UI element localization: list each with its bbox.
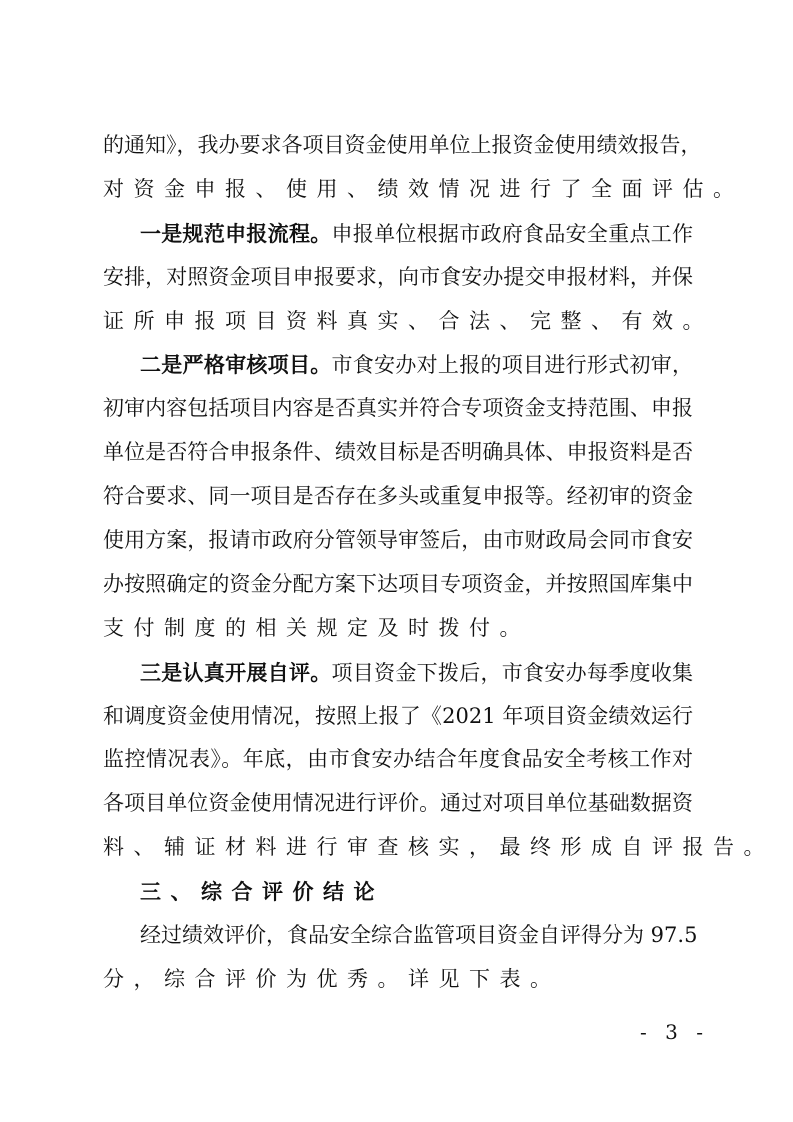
line-text: 市食安办对上报的项目进行形式初审， (331, 353, 694, 378)
text-line (103, 826, 774, 870)
line-text: 各项目单位资金使用情况进行评价。通过对项目单位基础数据资 (103, 791, 693, 816)
text-line (103, 431, 693, 475)
line-text: 符合要求、同一项目是否存在多头或重复申报等。经初审的资金 (103, 484, 693, 509)
line-text: 使用方案，报请市政府分管领导审签后，由市财政局会同市食安 (103, 528, 693, 553)
text-line (103, 256, 693, 300)
text-line (103, 914, 698, 958)
line-text: 单位是否符合申报条件、绩效目标是否明确具体、申报资料是否 (103, 440, 693, 465)
line-text: 对资金申报、使用、绩效情况进行了全面评估。 (103, 176, 744, 201)
document-body (103, 124, 774, 1002)
bold-lead-phrase: 三是认真开展自评。 (140, 659, 332, 685)
line-text: 监控情况表》。年底，由市食安办结合年度食品安全考核工作对 (103, 747, 693, 772)
line-text: 的通知》，我办要求各项目资金使用单位上报资金使用绩效报告， (103, 133, 702, 157)
bold-lead-phrase: 一是规范申报流程。 (140, 220, 332, 246)
line-text: 证所申报项目资料真实、合法、完整、有效。 (103, 308, 713, 333)
text-line (103, 343, 693, 387)
text-line (103, 695, 693, 739)
section-heading (103, 870, 693, 914)
line-text: 申报单位根据市政府食品安全重点工作 (331, 221, 694, 246)
text-line (103, 651, 693, 695)
text-line (103, 124, 702, 168)
text-line (103, 782, 693, 826)
bold-lead-phrase: 二是严格审核项目。 (140, 352, 332, 378)
bold-lead-phrase: 三、综合评价结论 (140, 879, 384, 905)
line-text: 项目资金下拨后，市食安办每季度收集 (331, 660, 694, 685)
text-line (103, 168, 744, 212)
text-line (103, 563, 693, 607)
text-line (103, 212, 693, 256)
line-text: 分，综合评价为优秀。详见下表。 (103, 966, 561, 991)
text-line (103, 300, 713, 344)
line-text: 办按照确定的资金分配方案下达项目专项资金，并按照国库集中 (103, 571, 693, 596)
text-line (103, 958, 693, 1002)
line-text: 初审内容包括项目内容是否真实并符合专项资金支持范围、申报 (103, 396, 693, 421)
text-line (103, 607, 693, 651)
text-line (103, 519, 693, 563)
line-text: 和调度资金使用情况，按照上报了《2021 年项目资金绩效运行 (103, 703, 693, 728)
text-line (103, 738, 693, 782)
line-text: 支付制度的相关规定及时拨付。 (103, 615, 530, 640)
line-text: 料、辅证材料进行审查核实，最终形成自评报告。 (103, 835, 774, 860)
text-line (103, 387, 693, 431)
page-number: - 3 - (640, 1020, 709, 1044)
line-text: 安排，对照资金项目申报要求，向市食安办提交申报材料，并保 (103, 264, 693, 289)
text-line (103, 475, 693, 519)
line-text: 经过绩效评价，食品安全综合监管项目资金自评得分为 97.5 (140, 923, 698, 948)
